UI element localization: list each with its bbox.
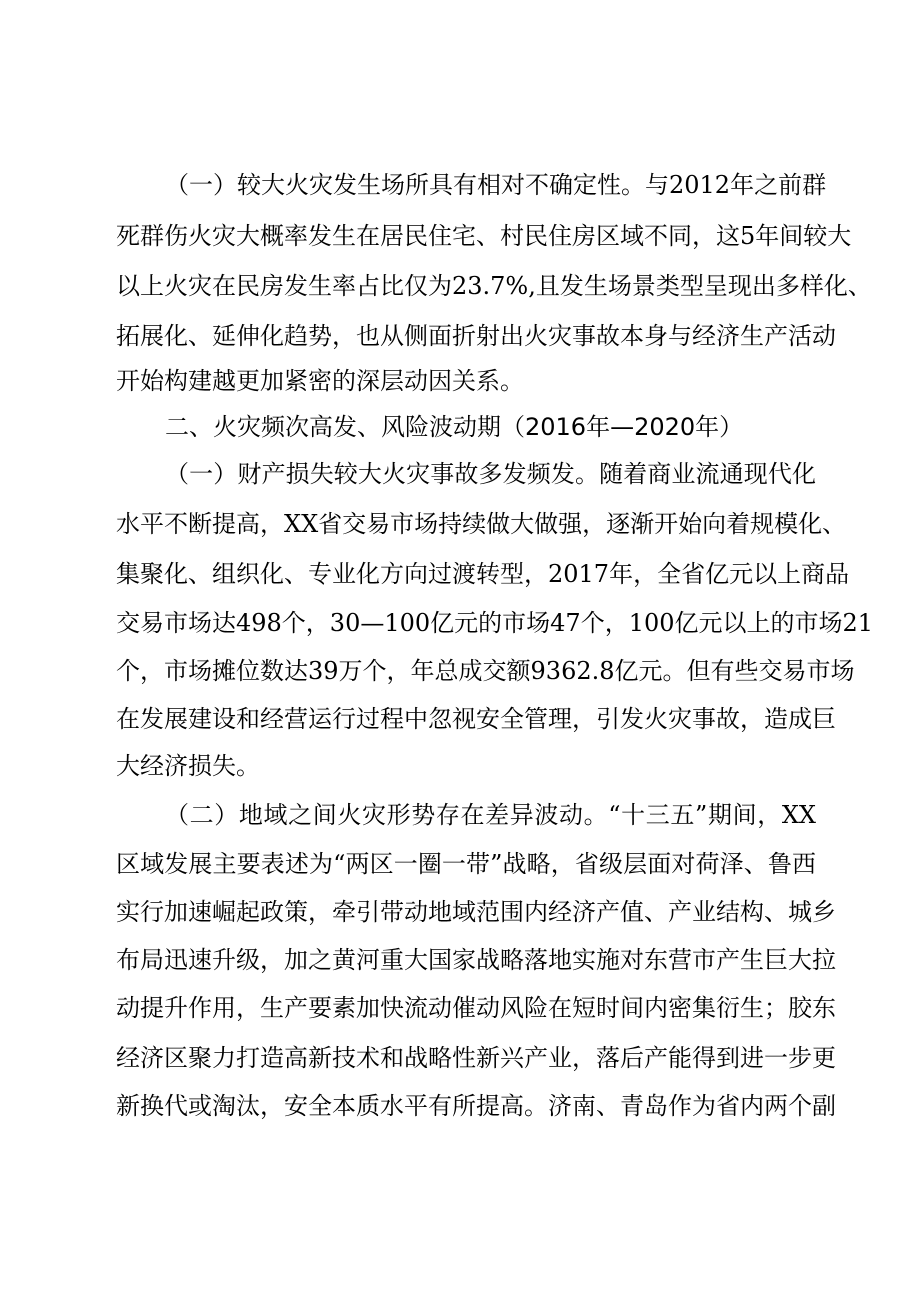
paragraph-3-line-5: 动提升作用，生产要素加快流动催动风险在短时间内密集衍生；胶东 [116,994,836,1022]
paragraph-2-line-6: 在发展建设和经营运行过程中忽视安全管理，引发火灾事故，造成巨 [116,705,836,733]
paragraph-2-line-7: 大经济损失。 [116,752,260,780]
paragraph-2-line-2: 水平不断提高，XX省交易市场持续做大做强，逐渐开始向着规模化、 [116,510,847,538]
paragraph-1-line-4: 拓展化、延伸化趋势，也从侧面折射出火灾事故本身与经济生产活动 [116,322,836,350]
paragraph-1-line-3: 以上火灾在民房发生率占比仅为23.7%,且发生场景类型呈现出多样化、 [116,272,872,300]
paragraph-2-line-3: 集聚化、组织化、专业化方向过渡转型，2017年，全省亿元以上商品 [116,560,850,588]
paragraph-3-line-2: 区域发展主要表述为“两区一圈一带”战略，省级层面对荷泽、鲁西 [116,850,816,878]
paragraph-1-line-5: 开始构建越更加紧密的深层动因关系。 [116,367,524,395]
paragraph-2-line-5: 个，市场摊位数达39万个，年总成交额9362.8亿元。但有些交易市场 [116,657,855,685]
paragraph-2-line-1: （一）财产损失较大火灾事故多发频发。随着商业流通现代化 [165,460,816,488]
paragraph-2-line-4: 交易市场达498个，30—100亿元的市场47个，100亿元以上的市场21 [116,609,874,637]
paragraph-3-line-1: （二）地域之间火灾形势存在差异波动。“十三五”期间，XX [165,801,816,829]
paragraph-3-line-3: 实行加速崛起政策，牵引带动地域范围内经济产值、产业结构、城乡 [116,898,836,926]
paragraph-3-line-4: 布局迅速升级，加之黄河重大国家战略落地实施对东营市产生巨大拉 [116,946,836,974]
paragraph-1-line-1: （一）较大火灾发生场所具有相对不确定性。与2012年之前群 [165,171,827,199]
paragraph-3-line-6: 经济区聚力打造高新技术和战略性新兴产业，落后产能得到进一步更 [116,1044,836,1072]
paragraph-1-line-2: 死群伤火灾大概率发生在居民住宅、村民住房区域不同，这5年间较大 [116,222,852,250]
paragraph-3-line-7: 新换代或淘汰，安全本质水平有所提高。济南、青岛作为省内两个副 [116,1092,836,1120]
section-heading-2: 二、火灾频次高发、风险波动期（2016年—2020年） [165,413,744,441]
